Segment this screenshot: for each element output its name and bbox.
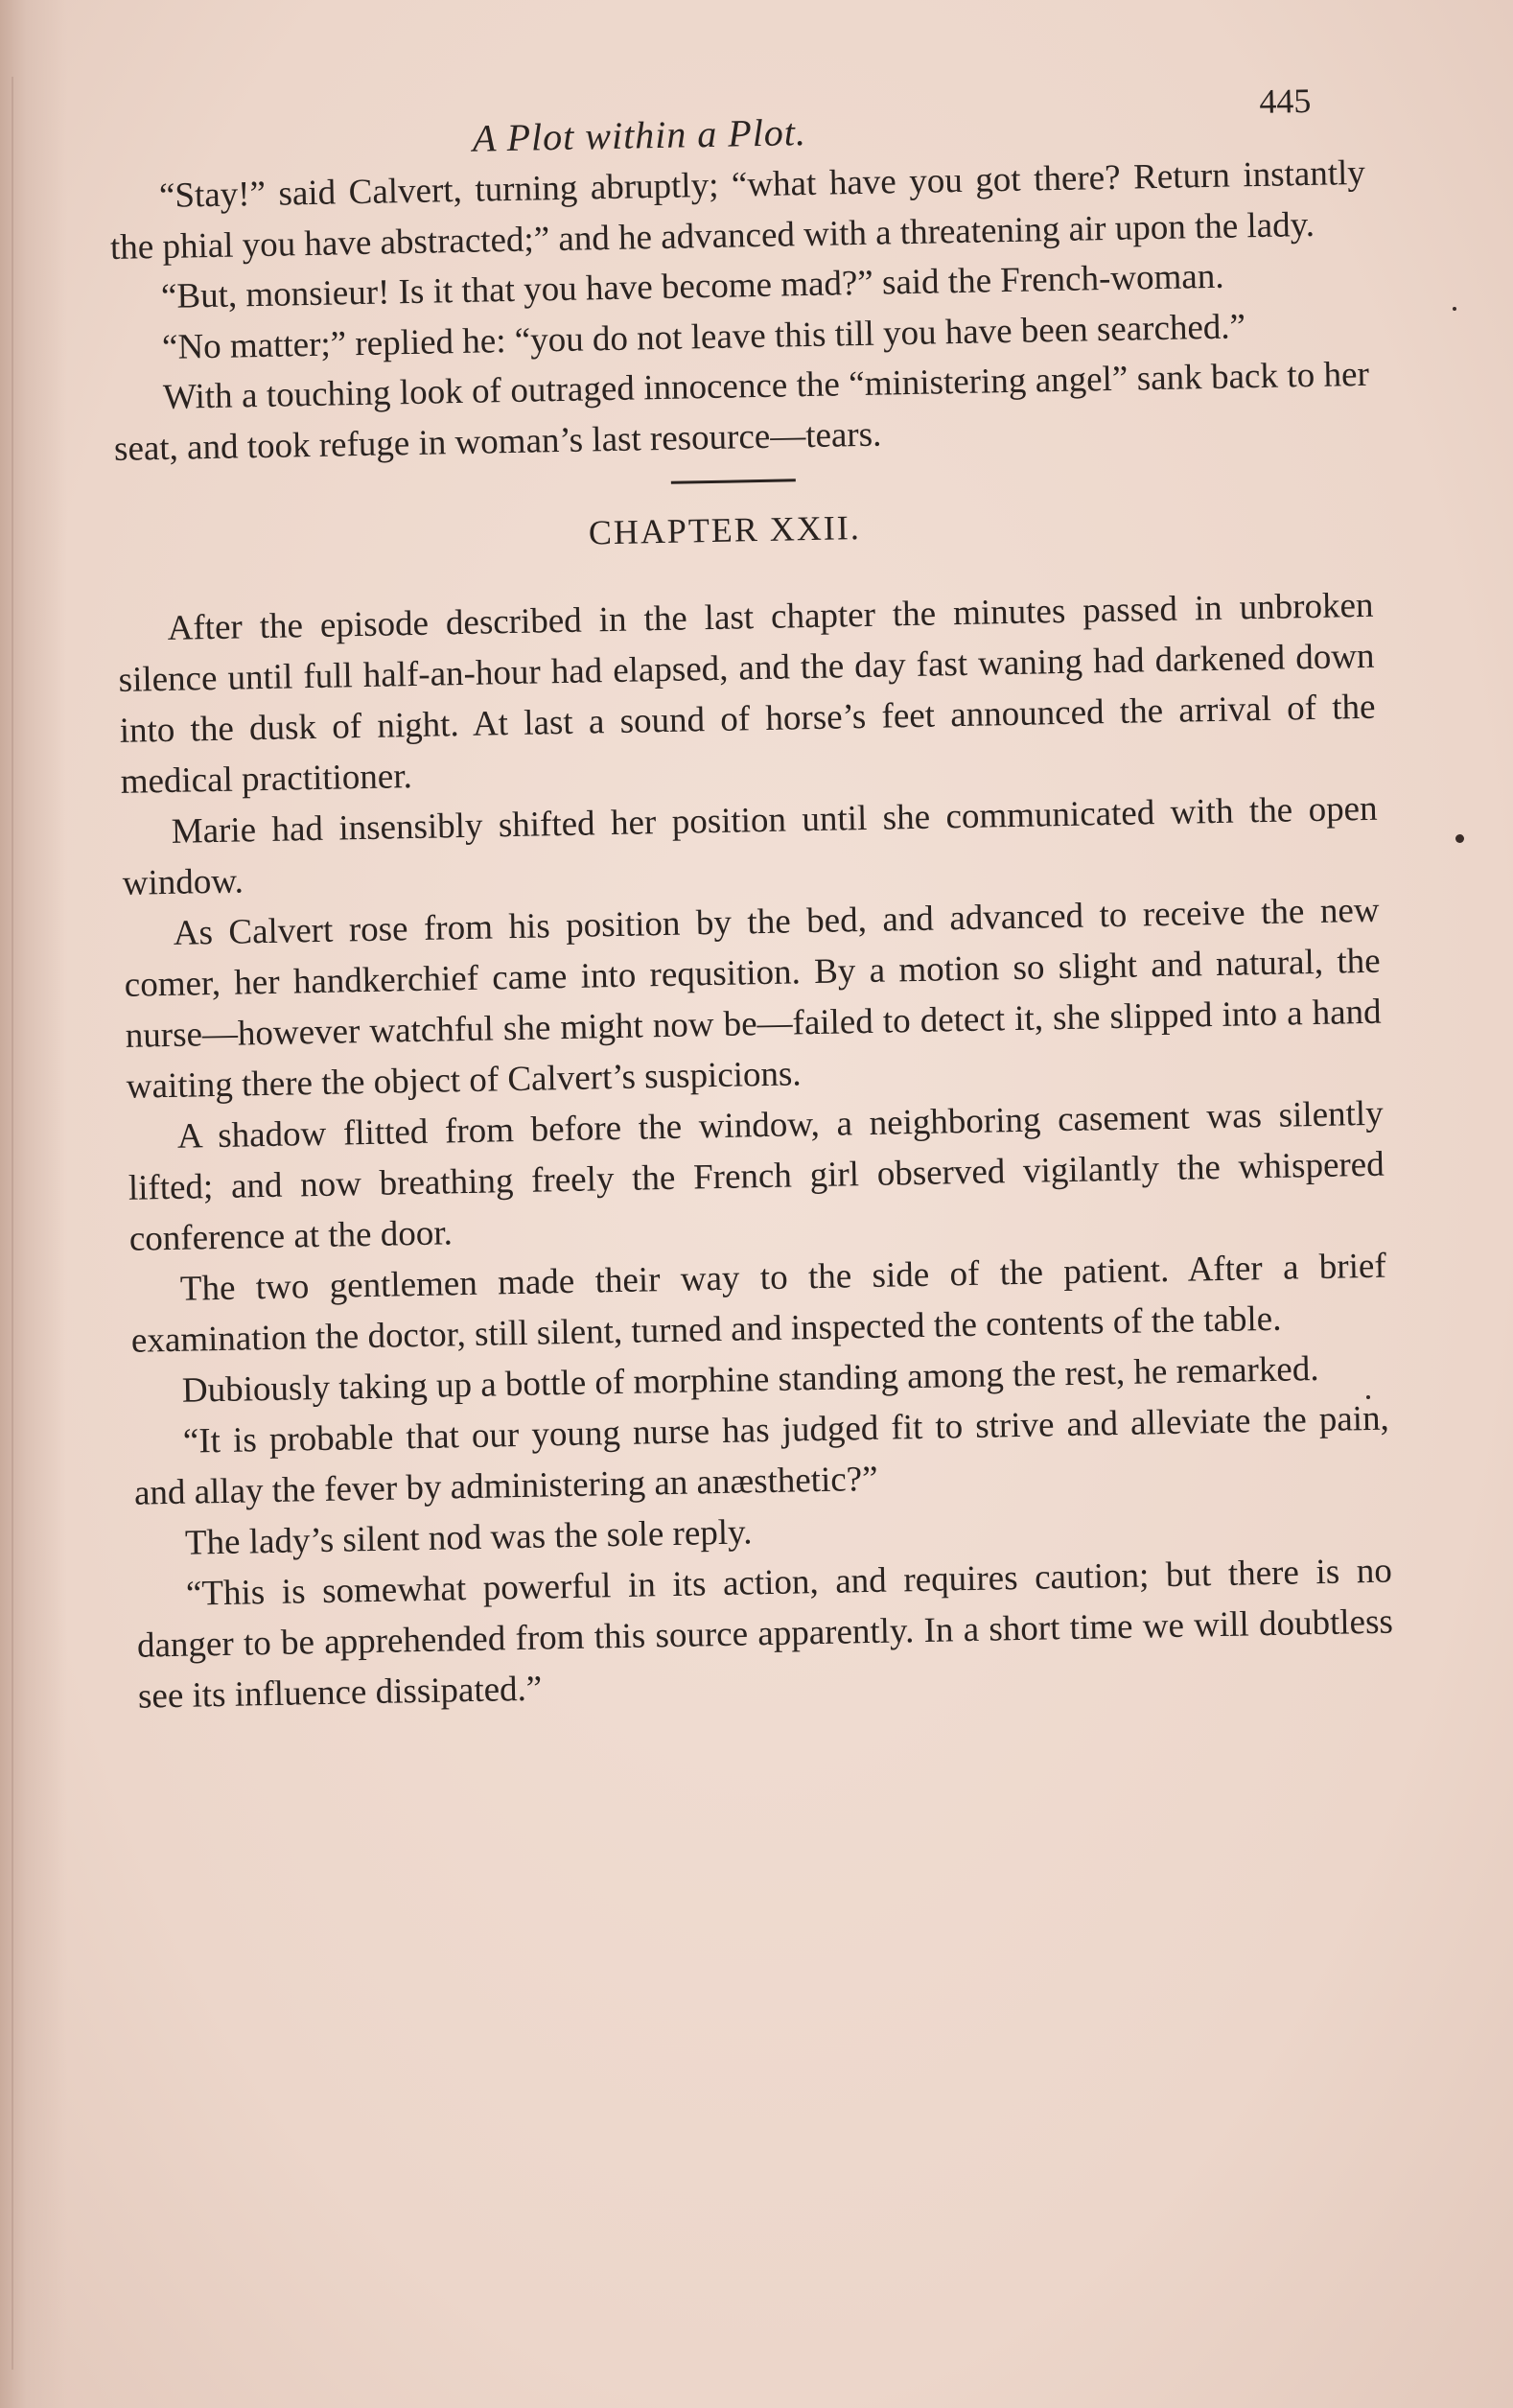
gutter-shadow — [0, 0, 67, 2408]
paragraph: A shadow flitted from before the window, a neighboring casement was silently lifted; and now breathing freely the French girl observed vigilantly the whispered conference at the door. — [128, 1093, 1385, 1259]
paragraph: Marie had insensibly shifted her position until she communicated with the open window. — [122, 788, 1378, 903]
paragraph: After the episode described in the last chapter the minutes passed in unbroken silence until full half-an-hour had elapsed, and the day fast waning had darkened down into the dusk of night. At last a sound of horse’s feet announced the arrival of the medical practitioner. — [118, 585, 1376, 802]
ink-speck — [1453, 307, 1456, 311]
paragraph: Dubiously taking up a bottle of morphine standing among the rest, he remarked. — [181, 1348, 1319, 1411]
ink-speck — [1455, 834, 1464, 843]
paragraph: “But, monsieur! Is it that you have become mad?” said the French-woman. — [160, 256, 1224, 316]
paragraph: As Calvert rose from his position by the bed, and advanced to receive the new comer, her handkerchief came into requsition. By a motion so slight and natural, the nurse—however watchful she might now be—failed to detect it, she slipped into a hand waiting there the object of Calvert’s suspicions. — [124, 890, 1382, 1107]
running-title: A Plot within a Plot. — [472, 110, 807, 160]
text-block — [107, 72, 1394, 1722]
section-divider — [671, 479, 796, 483]
gutter-edge — [12, 77, 13, 2370]
paragraph: “This is somewhat powerful in its action, and requires caution; but there is no danger to be apprehended from this source apparently. In a short time we will doubtless see its influence dissipated.” — [136, 1551, 1394, 1717]
page-number: 445 — [1258, 81, 1312, 121]
paragraph: “No matter;” replied he: “you do not leave this till you have been searched.” — [161, 306, 1246, 367]
chapter-heading: CHAPTER XXII. — [588, 508, 862, 552]
previous-chapter-text — [109, 149, 1371, 475]
paragraph: “It is probable that our young nurse has judged fit to strive and alleviate the pain, and allay the fever by administering an anæsthetic?” — [133, 1398, 1390, 1513]
paragraph: “Stay!” said Calvert, turning abruptly; “what have you got there? Return instantly the phial you have abstracted;” and he advanced with a threatening air upon the lady. — [109, 152, 1366, 268]
paragraph: With a touching look of outraged innocence the “ministering angel” sank back to her seat, and took refuge in woman’s last resource—tears. — [113, 354, 1370, 469]
paragraph: The two gentlemen made their way to the side of the patient. After a brief examination the doctor, still silent, turned and inspected the contents of the table. — [130, 1246, 1387, 1361]
paragraph: The lady’s silent nod was the sole reply. — [184, 1512, 753, 1563]
chapter-text — [117, 580, 1394, 1722]
